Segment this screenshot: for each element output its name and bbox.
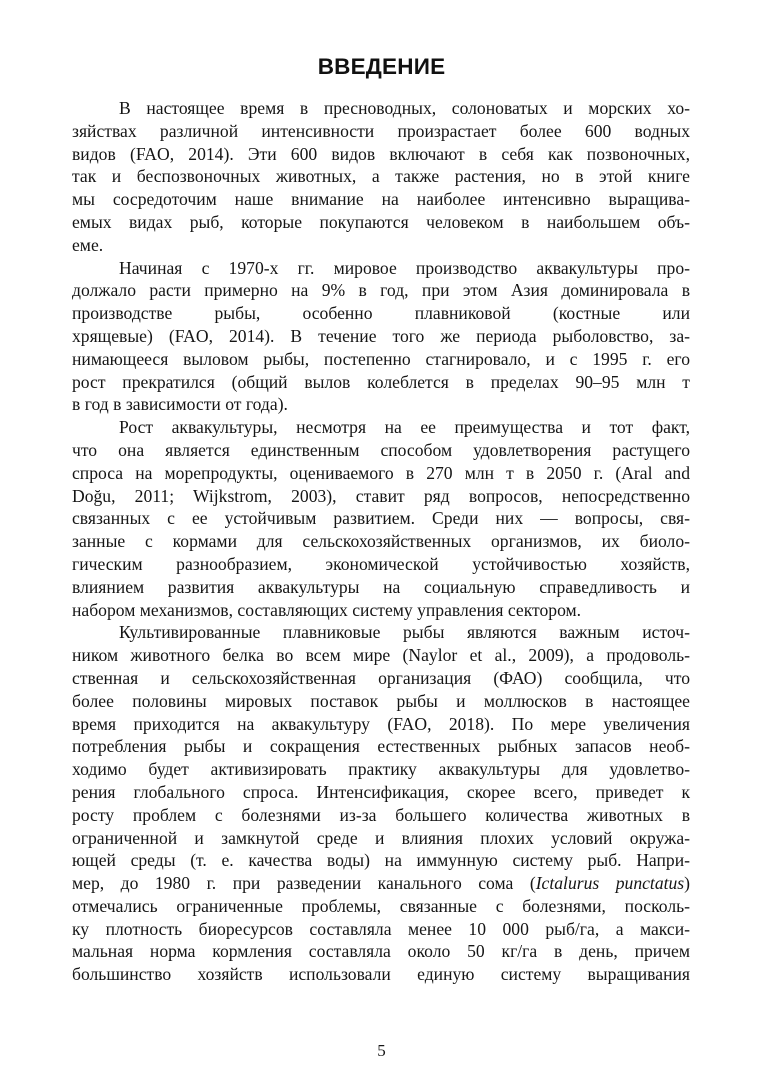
text-line: росту проблем с болезнями из-за большего количества животных в [72,804,690,825]
text-line: Рост аквакультуры, несмотря на ее преимущества и тот факт, [119,417,690,438]
text-segment: ) [684,873,691,894]
page-title: ВВЕДЕНИЕ [317,54,446,79]
text-line: набором механизмов, составляющих систему управления сектором. [72,599,582,620]
paragraph-2 [72,257,690,417]
text-line: в год в зависимости от года). [72,394,288,415]
text-line: занные с кормами для сельскохозяйственных организмов, их биоло- [72,531,690,552]
page-number: 5 [377,1041,386,1060]
text-line: зяйствах различной интенсивности произрастает более 600 водных [72,120,690,141]
text-line: видов (FAO, 2014). Эти 600 видов включают в себя как позвоночных, [72,143,690,164]
text-line: хрящевые) (FAO, 2014). В течение того же периода рыболовство, за- [72,325,690,346]
text-line: влиянием развития аквакультуры на социальную справедливость и [72,576,690,597]
text-line: ограниченной и замкнутой среде и влияния плохих условий окружа- [72,827,690,848]
text-line: гическим разнообразием, экономической устойчивостью хозяйств, [72,553,690,574]
text-line: большинство хозяйств использовали единую систему выращивания [72,964,690,985]
text-line: рост прекратился (общий вылов колеблется в пределах 90–95 млн т [72,371,690,392]
species-name-italic: Ictalurus punctatus [535,873,685,894]
text-line: ником животного белка во всем мире (Naylor et al., 2009), а продоволь- [72,645,690,666]
text-line: мы сосредоточим наше внимание на наиболее интенсивно выращива- [72,189,690,210]
text-line: спроса на морепродукты, оцениваемого в 270 млн т в 2050 г. (Aral and [72,462,690,483]
text-line: более половины мировых поставок рыбы и моллюсков в настоящее [72,690,690,711]
text-line: производстве рыбы, особенно плавниковой (костные или [72,303,690,324]
text-line: связанных с ее устойчивым развитием. Среди них — вопросы, свя- [72,508,690,529]
text-segment: мер, до 1980 г. при разведении канального сома ( [72,873,536,894]
text-line: ку плотность биоресурсов составляла менее 10 000 рыб/га, а макси- [72,918,690,939]
text-line: должало расти примерно на 9% в год, при этом Азия доминировала в [72,280,690,301]
text-line: В настоящее время в пресноводных, солоноватых и морских хо- [119,98,690,118]
paragraph-1 [72,97,690,257]
text-line: время приходится на аквакультуру (FAO, 2018). По мере увеличения [72,713,690,734]
text-line: емых видах рыб, которые покупаются человеком в наибольшем объ- [72,211,690,232]
text-line: еме. [72,234,104,255]
text-line: рения глобального спроса. Интенсификация, скорее всего, приведет к [72,781,690,802]
text-line: так и беспозвоночных животных, а также растения, но в этой книге [72,166,690,187]
text-line: нимающееся выловом рыбы, постепенно стагнировало, и с 1995 г. его [72,348,690,369]
text-line: Начиная с 1970-х гг. мировое производство аквакультуры про- [119,257,690,278]
body-text [72,97,690,986]
text-line: Doğu, 2011; Wijkstrom, 2003), ставит ряд вопросов, непосредственно [72,485,690,506]
paragraph-3 [72,416,690,621]
text-line-with-italic [72,872,690,895]
text-line: отмечались ограниченные проблемы, связанные с болезнями, посколь- [72,895,690,916]
text-line: что она является единственным способом удовлетворения растущего [72,439,690,460]
paragraph-4 [72,621,690,986]
text-line: потребления рыбы и сокращения естественных рыбных запасов необ- [72,736,690,757]
text-line: ственная и сельскохозяйственная организация (ФАО) сообщила, что [72,667,690,688]
text-line: ющей среды (т. е. качества воды) на иммунную систему рыб. Напри- [72,850,690,871]
text-line: ходимо будет активизировать практику аквакультуры для удовлетво- [72,759,690,780]
text-line: мальная норма кормления составляла около 50 кг/га в день, причем [72,941,690,962]
text-line: Культивированные плавниковые рыбы являются важным источ- [119,622,690,643]
